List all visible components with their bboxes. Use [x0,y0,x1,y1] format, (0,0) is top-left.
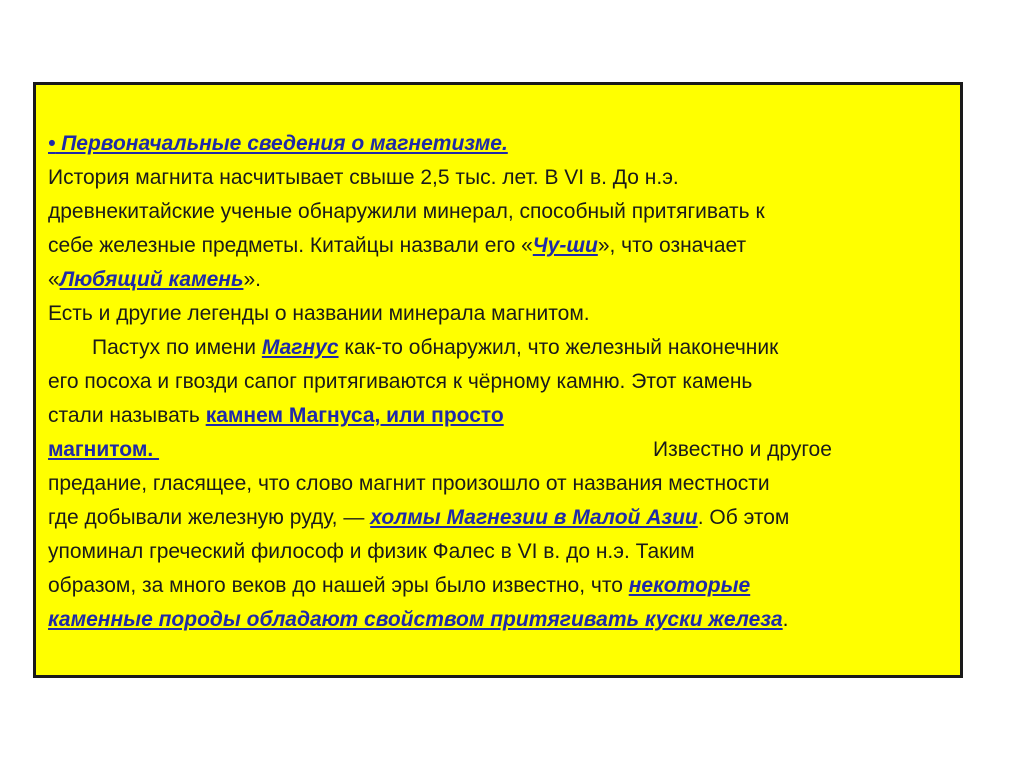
text-line-6-before: Пастух по имени [92,336,262,359]
text-line-3-after: », что означает [597,234,747,257]
heading-bullet: • [48,132,56,155]
text-line-8-before: стали называть [48,404,206,427]
term-rocks-link-start[interactable]: некоторые [628,574,751,597]
term-magnus-link[interactable]: Магнус [261,336,339,359]
term-magnus-stone-link[interactable]: камнем Магнуса, или просто [205,404,504,427]
text-line-10: предание, гласящее, что слово магнит произошло от названия местности [48,472,770,495]
term-chu-shi-link[interactable]: Чу-ши [532,234,598,257]
slide-text-box [33,82,963,678]
text-line-12: упоминал греческий философ и физик Фалес в VI в. до н.э. Таким [48,540,695,563]
text-line-3-before: себе железные предметы. Китайцы назвали его « [48,234,533,257]
text-line-7: его посоха и гвозди сапог притягиваются к чёрному камню. Этот камень [48,370,753,393]
text-line-8 [48,399,953,433]
text-line-4-after: ». [243,268,261,291]
term-magnesia-hills-link[interactable]: холмы Магнезии в Малой Азии [370,506,698,529]
text-line-9 [48,433,953,467]
slide-body-text [48,127,953,637]
text-line-4 [48,263,953,297]
text-line-11 [48,501,953,535]
text-line-5: Есть и другие легенды о названии минерала магнитом. [48,302,590,325]
term-magnet-link[interactable]: магнитом. [48,438,160,461]
text-line-14 [48,603,953,637]
text-line-4-before: « [48,268,60,291]
text-line-6-after: как-то обнаружил, что железный наконечник [338,336,779,359]
text-line-3 [48,229,953,263]
text-line-6 [48,331,953,365]
text-line-13 [48,569,953,603]
term-loving-stone-link[interactable]: Любящий камень [59,268,244,291]
text-line-9-after: Известно и другое [653,438,832,461]
text-line-11-after: . Об этом [697,506,790,529]
term-rocks-link-end[interactable]: каменные породы обладают свойством притягивать куски железа [48,608,783,631]
text-line-2: древнекитайские ученые обнаружили минерал, способный притягивать к [48,200,765,223]
text-line-13-before: образом, за много веков до нашей эры было известно, что [48,574,629,597]
heading-title[interactable]: Первоначальные сведения о магнетизме. [55,132,508,155]
text-line-14-after: . [782,608,789,631]
text-line-11-before: где добывали железную руду, — [48,506,371,529]
text-line-1: История магнита насчитывает свыше 2,5 тыс. лет. В VI в. До н.э. [48,166,679,189]
heading-line [48,127,953,161]
